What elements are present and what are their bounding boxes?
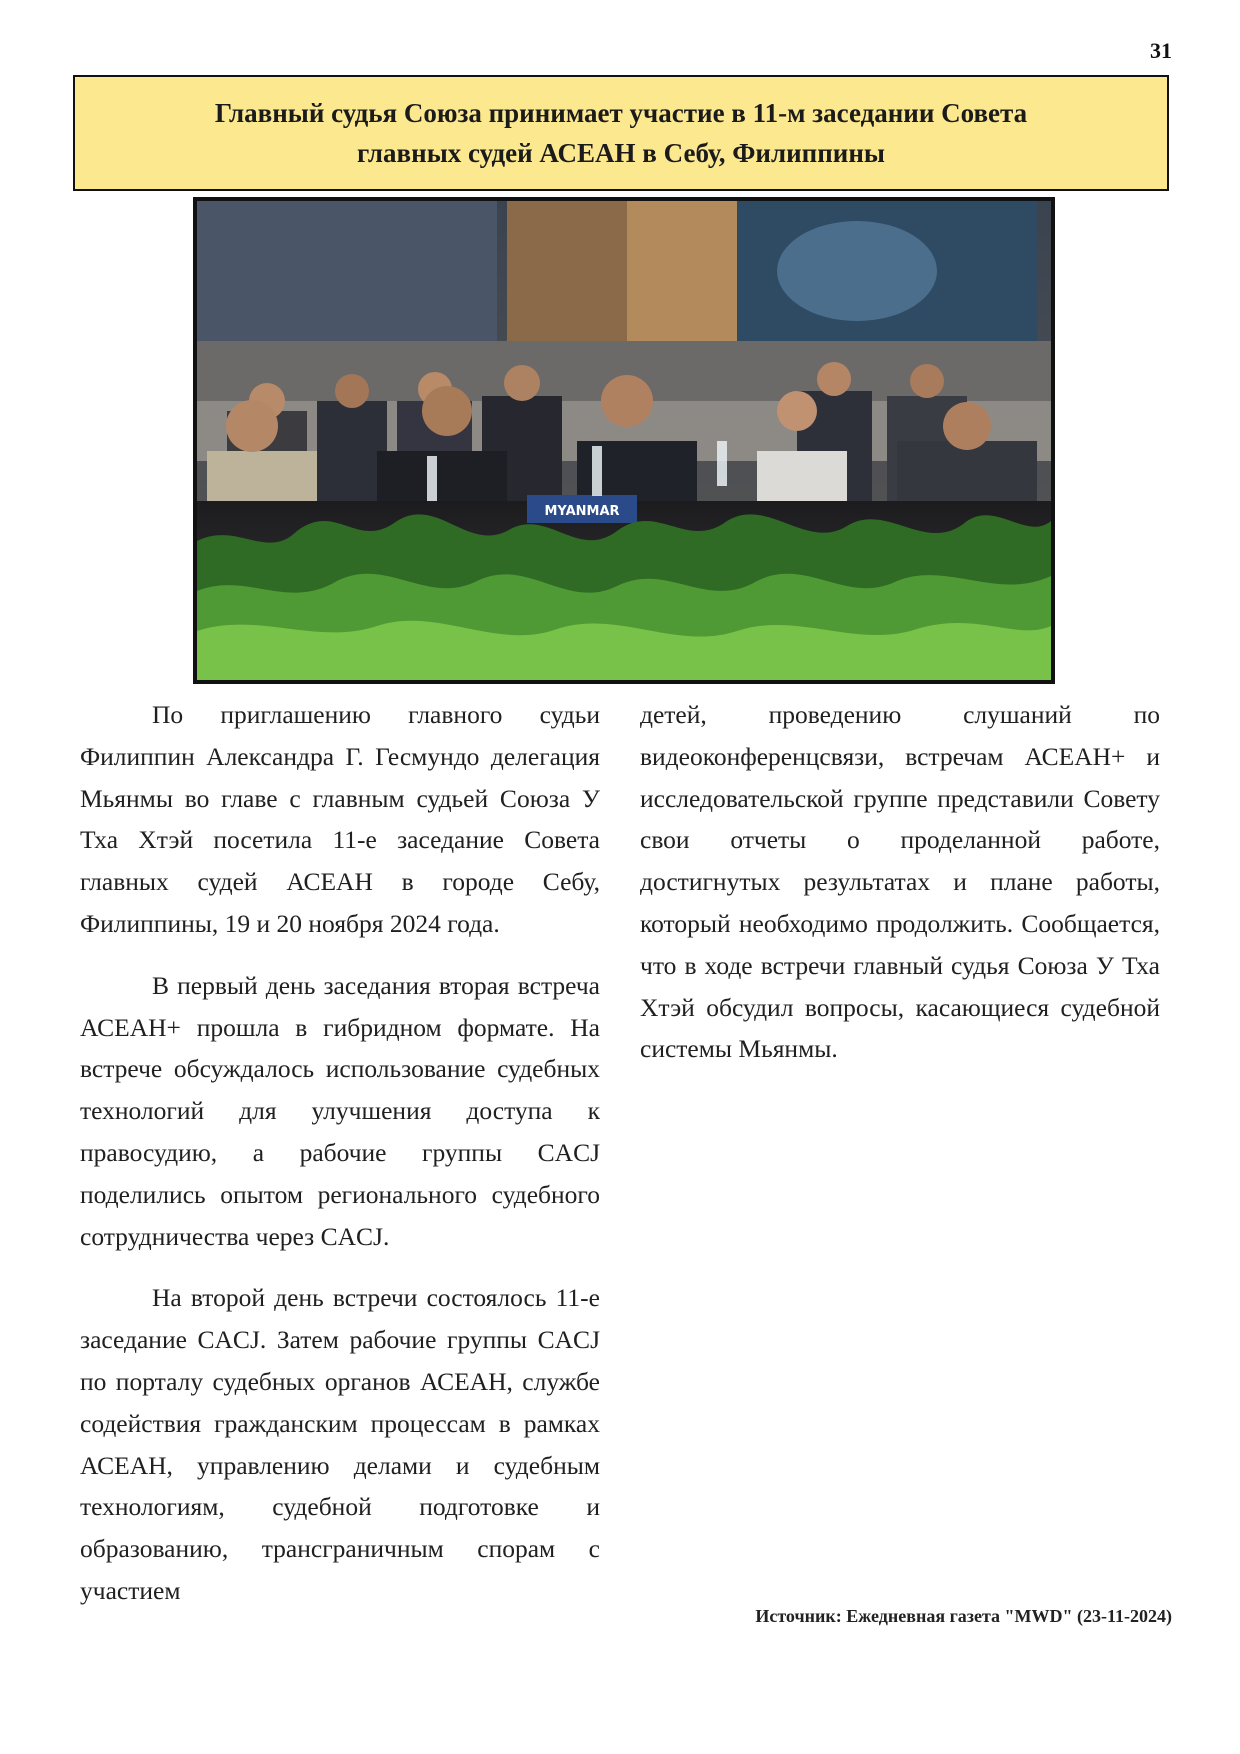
source-credit: Источник: Ежедневная газета "MWD" (23-11-2024) (755, 1606, 1172, 1626)
article-title-line-1: Главный судья Союза принимает участие в 11-м заседании Совета (214, 98, 1028, 128)
article-title-line-2: главных судей АСЕАН в Себу, Филиппины (357, 138, 885, 168)
paragraph: детей, проведению слушаний по видеоконференцсвязи, встречам АСЕАН+ и исследовательской группе представили Совету свои отчеты о проделанной работе, достигнутых результатах и плане работы, который необходимо продолжить. Сообщается, что в ходе встречи главный судья Союза У Тха Хтэй обсудил вопросы, касающиеся судебной системы Мьянмы. (640, 700, 1160, 1064)
article-left-column (80, 694, 600, 1612)
article-right-column (640, 694, 1160, 1070)
nameplate: MYANMAR (544, 504, 620, 519)
paragraph: На второй день встречи состоялось 11-е заседание CACJ. Затем рабочие группы CACJ по порталу судебных органов АСЕАН, службе содействия гражданским процессам в рамках АСЕАН, управлению делами и судебным технологиям, судебной подготовке и образованию, трансграничным спорам с участием (80, 1283, 600, 1605)
paragraph: В первый день заседания вторая встреча АСЕАН+ прошла в гибридном формате. На встрече обсуждалось использование судебных технологий для улучшения доступа к правосудию, а рабочие группы CACJ поделились опытом регионального судебного сотрудничества через CACJ. (80, 970, 600, 1251)
page-number: 31 (1150, 38, 1172, 63)
paragraph: По приглашению главного судьи Филиппин Александра Г. Гесмундо делегация Мьянмы во главе с главным судьей Союза У Тха Хтэй посетила 11-е заседание Совета главных судей АСЕАН в городе Себу, Филиппины, 19 и 20 ноября 2024 года. (80, 700, 600, 938)
article-title-box (73, 75, 1169, 191)
meeting-photo (193, 197, 1055, 684)
